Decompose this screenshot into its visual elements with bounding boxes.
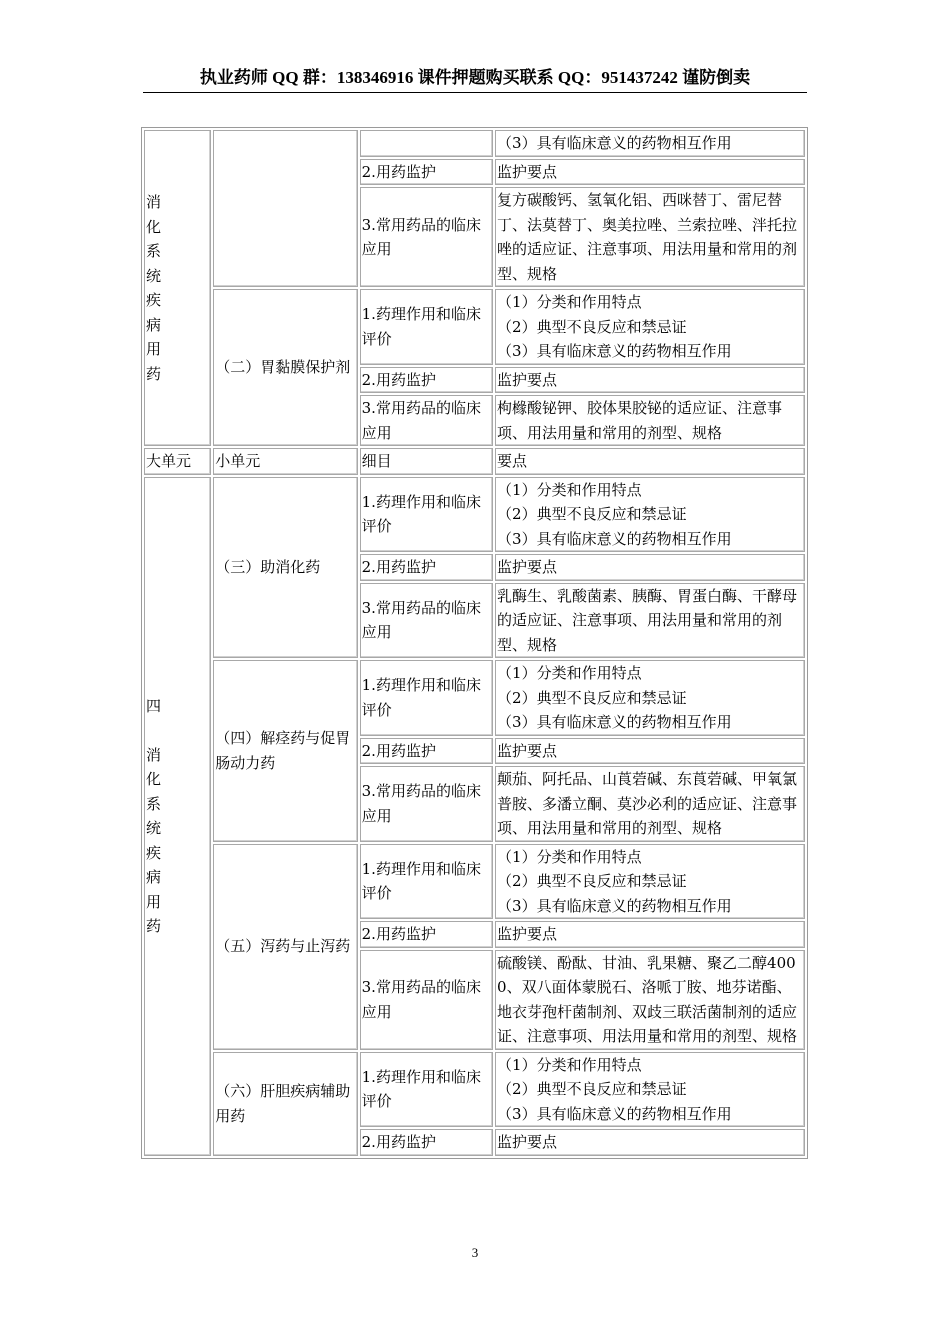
small-unit-cell: （三）助消化药 xyxy=(213,477,357,659)
column-header-big-unit: 大单元 xyxy=(144,448,211,475)
table-row xyxy=(144,1052,805,1128)
detail-cell: 1.药理作用和临床评价 xyxy=(360,1052,493,1128)
points-cell xyxy=(495,289,805,365)
detail-cell: 1.药理作用和临床评价 xyxy=(360,660,493,736)
small-unit-cell xyxy=(213,130,357,287)
points-cell: 监护要点 xyxy=(495,554,805,581)
small-unit-cell: （二）胃黏膜保护剂 xyxy=(213,289,357,446)
big-unit-char: 系 xyxy=(146,794,162,813)
big-unit-char: 用 xyxy=(146,892,162,911)
points-cell: 硫酸镁、酚酞、甘油、乳果糖、聚乙二醇4000、双八面体蒙脱石、洛哌丁胺、地芬诺酯、地衣芽孢杆菌制剂、双歧三联活菌制剂的适应证、注意事项、用法用量和常用的剂型、规格 xyxy=(495,950,805,1050)
point-line: （2）典型不良反应和禁忌证 xyxy=(497,1080,687,1098)
page-number: 3 xyxy=(471,1245,479,1260)
points-cell: 枸橼酸铋钾、胶体果胶铋的适应证、注意事项、用法用量和常用的剂型、规格 xyxy=(495,395,805,446)
point-line: （3）具有临床意义的药物相互作用 xyxy=(497,896,732,915)
syllabus-table xyxy=(141,127,808,1159)
point-line: （3）具有临床意义的药物相互作用 xyxy=(497,713,732,731)
table-row xyxy=(144,130,805,157)
detail-cell: 2.用药监护 xyxy=(360,554,493,581)
column-header-small-unit: 小单元 xyxy=(213,448,357,475)
detail-cell: 1.药理作用和临床评价 xyxy=(360,477,493,553)
detail-cell: 2.用药监护 xyxy=(360,1129,493,1156)
column-header-points: 要点 xyxy=(495,448,805,475)
column-header-row xyxy=(144,448,805,475)
table-row xyxy=(144,660,805,736)
points-cell: 监护要点 xyxy=(495,159,805,186)
table-row xyxy=(144,844,805,920)
big-unit-char: 系 xyxy=(146,242,162,260)
point-line: （1）分类和作用特点 xyxy=(497,1055,642,1074)
point-line: （1）分类和作用特点 xyxy=(497,847,642,866)
big-unit-char: 消 xyxy=(146,745,162,764)
detail-cell: 3.常用药品的临床应用 xyxy=(360,583,493,659)
points-cell: 乳酶生、乳酸菌素、胰酶、胃蛋白酶、干酵母的适应证、注意事项、用法用量和常用的剂型、规格 xyxy=(495,583,805,659)
points-cell: 监护要点 xyxy=(495,367,805,394)
points-cell: 颠茄、阿托品、山莨菪碱、东莨菪碱、甲氧氯普胺、多潘立酮、莫沙必利的适应证、注意事项、用法用量和常用的剂型、规格 xyxy=(495,766,805,842)
point-line: （3）具有临床意义的药物相互作用 xyxy=(497,529,732,548)
small-unit-cell: （四）解痉药与促胃肠动力药 xyxy=(213,660,357,842)
point-line: （3）具有临床意义的药物相互作用 xyxy=(497,342,732,360)
detail-cell xyxy=(360,130,493,157)
detail-cell: 2.用药监护 xyxy=(360,367,493,394)
big-unit-char: 消 xyxy=(146,193,162,211)
big-unit-char: 统 xyxy=(146,819,162,837)
big-unit-char: 疾 xyxy=(146,291,162,309)
points-cell: 复方碳酸钙、氢氧化铝、西咪替丁、雷尼替丁、法莫替丁、奥美拉唑、兰索拉唑、泮托拉唑的适应证、注意事项、用法用量和常用的剂型、规格 xyxy=(495,187,805,287)
point-line: （1）分类和作用特点 xyxy=(497,664,642,682)
big-unit-cell xyxy=(144,130,211,446)
point-line: （3）具有临床意义的药物相互作用 xyxy=(497,1104,732,1123)
table-row xyxy=(144,477,805,553)
detail-cell: 3.常用药品的临床应用 xyxy=(360,950,493,1050)
big-unit-char: 用 xyxy=(146,340,162,358)
big-unit-char: 化 xyxy=(146,217,162,236)
point-line: （2）典型不良反应和禁忌证 xyxy=(497,317,687,336)
big-unit-char: 药 xyxy=(146,917,162,935)
detail-cell: 3.常用药品的临床应用 xyxy=(360,187,493,287)
big-unit-char: 疾 xyxy=(146,843,162,862)
points-cell: 监护要点 xyxy=(495,1129,805,1156)
point-line: （2）典型不良反应和禁忌证 xyxy=(497,505,687,523)
big-unit-char xyxy=(146,718,209,743)
detail-cell: 3.常用药品的临床应用 xyxy=(360,395,493,446)
big-unit-char: 药 xyxy=(146,364,162,383)
big-unit-char: 统 xyxy=(146,266,162,285)
page-header: 执业药师 QQ 群：138346916 课件押题购买联系 QQ：951437242 谨防倒卖 xyxy=(143,64,807,93)
detail-cell: 2.用药监护 xyxy=(360,921,493,948)
big-unit-cell xyxy=(144,477,211,1156)
small-unit-cell: （五）泻药与止泻药 xyxy=(213,844,357,1050)
big-unit-char: 化 xyxy=(146,770,162,788)
detail-cell: 1.药理作用和临床评价 xyxy=(360,289,493,365)
detail-cell: 1.药理作用和临床评价 xyxy=(360,844,493,920)
point-line: （2）典型不良反应和禁忌证 xyxy=(497,688,687,707)
points-cell: 监护要点 xyxy=(495,921,805,948)
column-header-detail: 细目 xyxy=(360,448,493,475)
points-cell: （3）具有临床意义的药物相互作用 xyxy=(495,130,805,157)
big-unit-char: 四 xyxy=(146,696,162,715)
points-cell xyxy=(495,660,805,736)
points-cell: 监护要点 xyxy=(495,738,805,765)
points-cell xyxy=(495,1052,805,1128)
big-unit-char: 病 xyxy=(146,868,162,886)
points-cell xyxy=(495,477,805,553)
detail-cell: 2.用药监护 xyxy=(360,159,493,186)
point-line: （1）分类和作用特点 xyxy=(497,293,642,311)
point-line: （2）典型不良反应和禁忌证 xyxy=(497,872,687,890)
detail-cell: 2.用药监护 xyxy=(360,738,493,765)
big-unit-char: 病 xyxy=(146,315,162,334)
table-row xyxy=(144,289,805,365)
small-unit-cell: （六）肝胆疾病辅助用药 xyxy=(213,1052,357,1156)
points-cell xyxy=(495,844,805,920)
point-line: （1）分类和作用特点 xyxy=(497,480,642,499)
detail-cell: 3.常用药品的临床应用 xyxy=(360,766,493,842)
